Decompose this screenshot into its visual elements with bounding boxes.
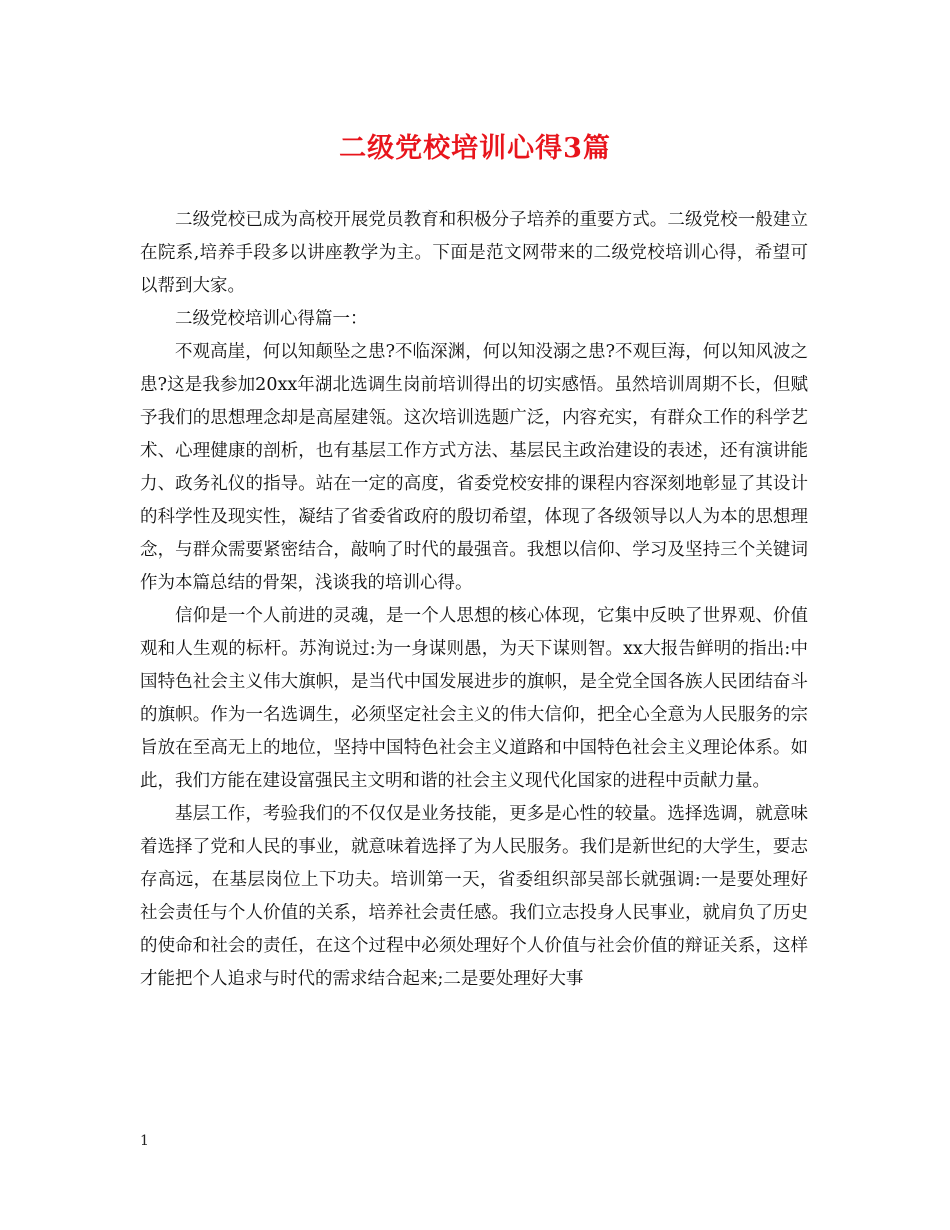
body-paragraph: 基层工作，考验我们的不仅仅是业务技能，更多是心性的较量。选择选调，就意味着选择了党和人民的事业，就意味着选择了为人民服务。我们是新世纪的大学生，要志存高远，在基层岗位上下功夫。培训第一天，省委组织部吴部长就强调:一是要处理好社会责任与个人价值的关系，培养社会责任感。我们立志投身人民事业，就肩负了历史的使命和社会的责任，在这个过程中必须处理好个人价值与社会价值的辩证关系，这样才能把个人追求与时代的需求结合起来;二是要处理好大事 bbox=[140, 804, 808, 989]
document-title: 二级党校培训心得3篇 bbox=[339, 133, 611, 164]
body-paragraph: 信仰是一个人前进的灵魂，是一个人思想的核心体现，它集中反映了世界观、价值观和人生观的标杆。苏洵说过:为一身谋则愚，为天下谋则智。xx大报告鲜明的指出:中国特色社会主义伟大旗帜，是当代中国发展进步的旗帜，是全党全国各族人民团结奋斗的旗帜。作为一名选调生，必须坚定社会主义的伟大信仰，把全心全意为人民服务的宗旨放在至高无上的地位，坚持中国特色社会主义道路和中国特色社会主义理论体系。如此，我们方能在建设富强民主文明和谐的社会主义现代化国家的进程中贡献力量。 bbox=[140, 606, 808, 791]
document-body bbox=[140, 204, 808, 996]
body-paragraph: 不观高崖，何以知颠坠之患?不临深渊，何以知没溺之患?不观巨海，何以知风波之患?这是我参加20xx年湖北选调生岗前培训得出的切实感悟。虽然培训周期不长，但赋予我们的思想理念却是高屋建瓴。这次培训选题广泛，内容充实，有群众工作的科学艺术、心理健康的剖析，也有基层工作方式方法、基层民主政治建设的表述，还有演讲能力、政务礼仪的指导。站在一定的高度，省委党校安排的课程内容深刻地彰显了其设计的科学性及现实性，凝结了省委省政府的殷切希望，体现了各级领导以人为本的思想理念，与群众需要紧密结合，敲响了时代的最强音。我想以信仰、学习及坚持三个关键词作为本篇总结的骨架，浅谈我的培训心得。 bbox=[140, 342, 808, 593]
section-heading: 二级党校培训心得篇一： bbox=[175, 309, 368, 329]
page-number: 1 bbox=[140, 1133, 149, 1149]
intro-paragraph: 二级党校已成为高校开展党员教育和积极分子培养的重要方式。二级党校一般建立在院系,培养手段多以讲座教学为主。下面是范文网带来的二级党校培训心得，希望可以帮到大家。 bbox=[140, 210, 808, 296]
